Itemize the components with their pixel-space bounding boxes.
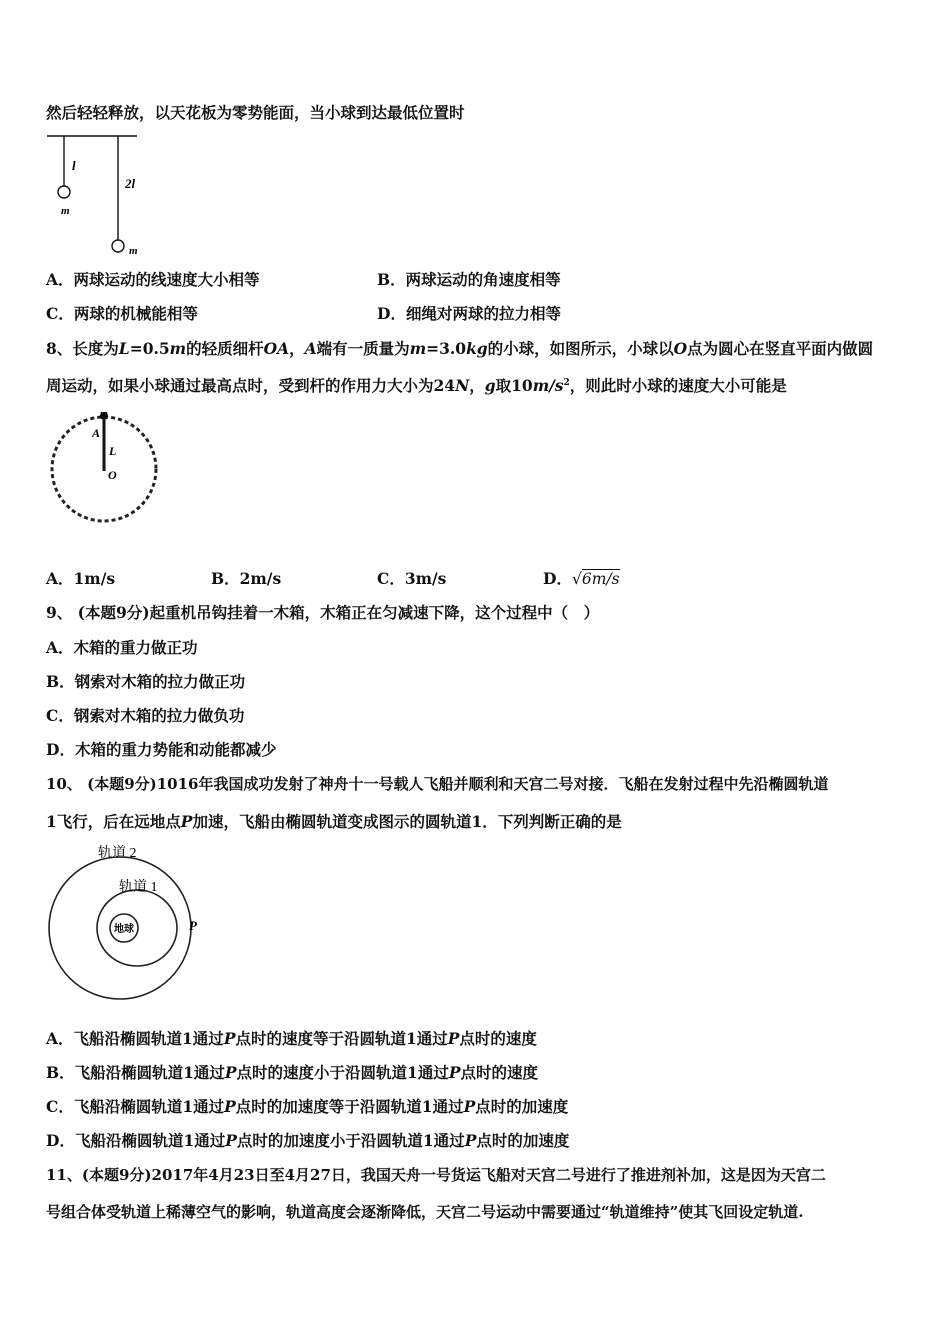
sqrt-sign: √	[571, 570, 582, 588]
label-m-short: m	[61, 205, 70, 217]
q8-option-b: B．2m/s	[211, 569, 282, 588]
label-2l: 2l	[125, 176, 136, 191]
q7-intro-line: 然后轻轻释放，以天花板为零势能面，当小球到达最低位置时	[46, 103, 465, 122]
q7-option-a: A．两球运动的线速度大小相等	[46, 270, 260, 289]
label-m: m	[100, 409, 108, 420]
q10-option-d: D．飞船沿椭圆轨道1通过P点时的加速度小于沿圆轨道1通过P点时的加速度	[46, 1131, 570, 1150]
q10-option-b: B．飞船沿椭圆轨道1通过P点时的速度小于沿圆轨道1通过P点时的速度	[46, 1063, 539, 1082]
q7-option-d: D．细绳对两球的拉力相等	[377, 304, 561, 323]
label-A: A	[92, 426, 101, 440]
sqrt-radicand: 6m/s	[581, 570, 620, 588]
q8-stem-line1: 8、长度为L=0.5m的轻质细杆OA，A端有一质量为m=3.0kg的小球，如图所示，小球以O点为圆心在竖直平面内做圆	[46, 339, 874, 358]
short-pendulum-ball	[58, 186, 70, 198]
q9-option-a: A．木箱的重力做正功	[46, 638, 198, 657]
orbit2-label: 轨道 2	[98, 846, 137, 861]
orbit-figure	[38, 838, 213, 1003]
q10-option-a: A．飞船沿椭圆轨道1通过P点时的速度等于沿圆轨道1通过P点时的速度	[46, 1029, 537, 1048]
orbit1-label: 轨道 1	[119, 880, 158, 895]
label-m-long: m	[129, 245, 138, 257]
earth-label: 地球	[114, 924, 134, 935]
label-O: O	[108, 468, 117, 482]
label-l: l	[72, 158, 76, 173]
q8-option-d: D．√6m/s	[543, 569, 620, 588]
q10-stem-line2: 1飞行，后在远地点P加速，飞船由椭圆轨道变成图示的圆轨道1．下列判断正确的是	[46, 812, 622, 831]
two-pendulum-figure	[45, 128, 155, 262]
q8-option-c: C．3m/s	[377, 569, 447, 588]
q11-stem-line1: 11、(本题9分)2017年4月23日至4月27日，我国天舟一号货运飞船对天宫二号进行了推进剂补加，这是因为天宫二	[46, 1166, 826, 1184]
q10-option-c: C．飞船沿椭圆轨道1通过P点时的加速度等于沿圆轨道1通过P点时的加速度	[46, 1097, 569, 1116]
q7-option-c: C．两球的机械能相等	[46, 304, 198, 323]
q7-option-b: B．两球运动的角速度相等	[377, 270, 561, 289]
rod-circle-figure	[45, 410, 165, 530]
q11-stem-line2: 号组合体受轨道上稀薄空气的影响，轨道高度会逐渐降低，天宫二号运动中需要通过“轨道维持”使其飞回设定轨道.	[46, 1203, 804, 1221]
long-pendulum-ball	[112, 240, 124, 252]
q9-option-b: B．钢索对木箱的拉力做正功	[46, 672, 246, 691]
q9-stem: 9、 (本题9分)起重机吊钩挂着一木箱，木箱正在匀减速下降，这个过程中（ ）	[46, 603, 600, 622]
point-P-label: P	[189, 918, 197, 933]
q8-stem-line2: 周运动，如果小球通过最高点时，受到杆的作用力大小为24N，g取$10m/s^2$，则此时小球的速度大小可能是	[46, 376, 787, 395]
q9-option-d: D．木箱的重力势能和动能都减少	[46, 740, 277, 759]
q10-stem-line1: 10、 (本题9分)1016年我国成功发射了神舟十一号载人飞船并顺利和天宫二号对接．飞船在发射过程中先沿椭圆轨道	[46, 775, 829, 793]
q8-option-a: A．1m/s	[46, 569, 116, 588]
q9-option-c: C．钢索对木箱的拉力做负功	[46, 706, 245, 725]
label-L: L	[109, 444, 117, 458]
